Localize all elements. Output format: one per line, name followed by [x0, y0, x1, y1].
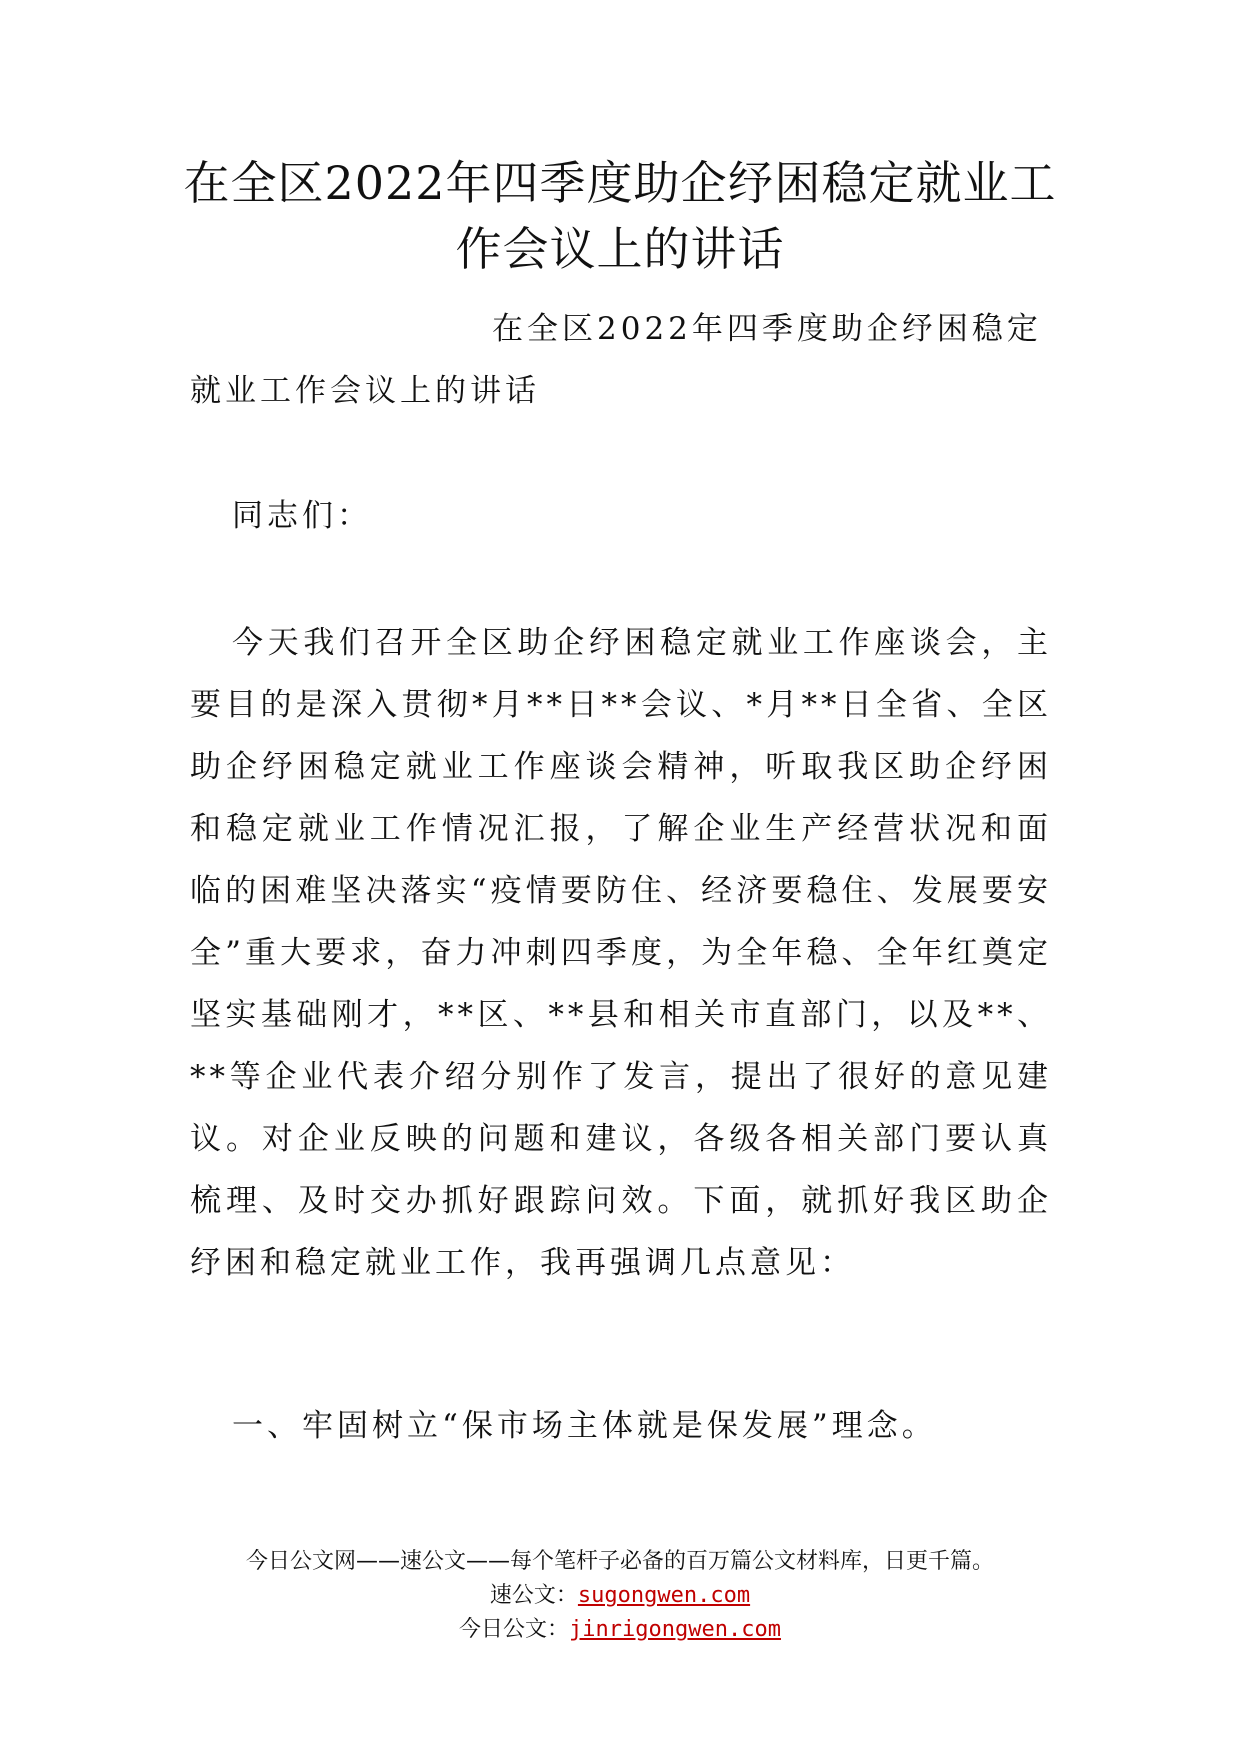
- footer-link-row-1: [0, 1579, 1240, 1613]
- body-paragraph: 今天我们召开全区助企纾困稳定就业工作座谈会，主要目的是深入贯彻*月**日**会议、*月**日全省、全区助企纾困稳定就业工作座谈会精神，听取我区助企纾困和稳定就业工作情况汇报，了解企业生产经营状况和面临的困难坚决落实“疫情要防住、经济要稳住、发展要安全”重大要求，奋力冲刺四季度，为全年稳、全年红奠定坚实基础刚才，**区、**县和相关市直部门，以及**、**等企业代表介绍分别作了发言，提出了很好的意见建议。对企业反映的问题和建议，各级各相关部门要认真梳理、及时交办抓好跟踪问效。下面，就抓好我区助企纾困和稳定就业工作，我再强调几点意见：: [190, 625, 1052, 1281]
- footer-link2-label: 今日公文：: [459, 1617, 570, 1642]
- jinrigongwen-link[interactable]: jinrigongwen.com: [569, 1617, 781, 1642]
- document-title: 在全区2022年四季度助企纾困稳定就业工作会议上的讲话: [183, 156, 1057, 276]
- greeting: 同志们：: [232, 498, 372, 534]
- footer-link-row-2: [0, 1613, 1240, 1647]
- footer-tagline: 今日公文网——速公文——每个笔杆子必备的百万篇公文材料库，日更千篇。: [245, 1549, 994, 1574]
- footer: [0, 1545, 1240, 1647]
- footer-link1-label: 速公文：: [489, 1583, 578, 1608]
- document-subtitle: 在全区2022年四季度助企纾困稳定就业工作会议上的讲话: [190, 311, 1042, 409]
- section-heading: 一、牢固树立“保市场主体就是保发展”理念。: [232, 1408, 937, 1444]
- sugongwen-link[interactable]: sugongwen.com: [577, 1583, 751, 1608]
